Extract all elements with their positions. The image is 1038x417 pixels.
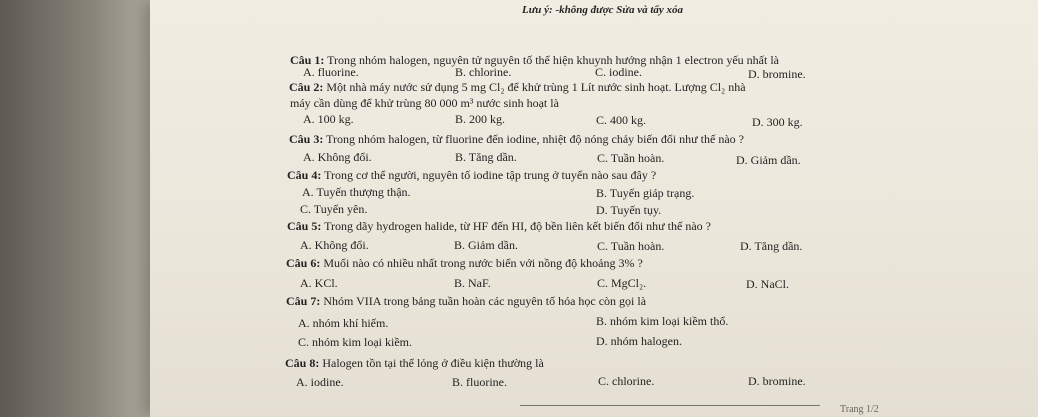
q5-option-a: A. Không đổi. bbox=[300, 238, 369, 252]
q7-option-c: C. nhóm kim loại kiềm. bbox=[298, 335, 412, 349]
q5-option-d: D. Tăng dần. bbox=[740, 239, 803, 253]
question-8-text: Halogen tồn tại thể lỏng ở điều kiện thường là bbox=[322, 356, 544, 370]
question-3 bbox=[289, 132, 744, 146]
question-6-text: Muối nào có nhiều nhất trong nước biển với nồng độ khoảng 3% ? bbox=[323, 256, 643, 270]
q7-option-d: D. nhóm halogen. bbox=[596, 334, 682, 348]
q6-option-a: A. KCl. bbox=[300, 276, 338, 290]
question-6-number: Câu 6: bbox=[286, 256, 321, 270]
q1-option-c: C. iodine. bbox=[595, 65, 642, 79]
header-note: Lưu ý: -không được Sửa và tẩy xóa bbox=[522, 4, 684, 16]
q8-option-d: D. bromine. bbox=[748, 374, 806, 388]
question-1-text: Trong nhóm halogen, nguyên tử nguyên tố thể hiện khuynh hướng nhận 1 electron yếu nhất là bbox=[327, 53, 779, 67]
q2-option-d: D. 300 kg. bbox=[752, 115, 803, 129]
question-8 bbox=[285, 356, 544, 370]
q1-option-a: A. fluorine. bbox=[303, 65, 359, 79]
question-2 bbox=[289, 80, 746, 94]
question-3-text: Trong nhóm halogen, từ fluorine đến iodine, nhiệt độ nóng chảy biến đổi như thế nào ? bbox=[326, 132, 744, 146]
question-2-text: Một nhà máy nước sử dụng 5 mg Cl₂ để khử trùng 1 Lít nước sinh hoạt. Lượng Cl₂ nhà bbox=[326, 80, 746, 94]
q6-option-b: B. NaF. bbox=[454, 276, 491, 290]
q7-option-b: B. nhóm kim loại kiềm thổ. bbox=[596, 314, 729, 328]
footer-divider bbox=[520, 405, 820, 406]
question-5 bbox=[287, 219, 711, 233]
question-6 bbox=[286, 256, 643, 270]
q4-option-d: D. Tuyến tụy. bbox=[596, 203, 662, 217]
question-3-number: Câu 3: bbox=[289, 132, 324, 146]
q4-option-a: A. Tuyến thượng thận. bbox=[302, 185, 411, 199]
question-1 bbox=[290, 53, 779, 67]
q5-option-c: C. Tuần hoàn. bbox=[597, 239, 665, 253]
q8-option-c: C. chlorine. bbox=[598, 374, 655, 388]
q2-option-a: A. 100 kg. bbox=[303, 112, 354, 126]
question-7-number: Câu 7: bbox=[286, 294, 321, 308]
q2-option-b: B. 200 kg. bbox=[455, 112, 506, 126]
question-7 bbox=[286, 294, 646, 308]
q7-option-a: A. nhóm khí hiếm. bbox=[298, 316, 389, 330]
q6-option-d: D. NaCl. bbox=[746, 277, 789, 291]
question-2-number: Câu 2: bbox=[289, 80, 324, 94]
question-8-number: Câu 8: bbox=[285, 356, 320, 370]
question-4-number: Câu 4: bbox=[287, 168, 322, 182]
question-4-text: Trong cơ thể người, nguyên tố iodine tập trung ở tuyến nào sau đây ? bbox=[324, 168, 657, 182]
q8-option-a: A. iodine. bbox=[296, 375, 344, 389]
question-7-text: Nhóm VIIA trong bảng tuần hoàn các nguyên tố hóa học còn gọi là bbox=[323, 294, 647, 308]
q4-option-c: C. Tuyến yên. bbox=[300, 202, 368, 216]
question-2-text-line2: máy cần dùng để khử trùng 80 000 m³ nước sinh hoạt là bbox=[290, 96, 559, 110]
page-number: Trang 1/2 bbox=[840, 404, 879, 415]
q2-option-c: C. 400 kg. bbox=[596, 113, 647, 127]
question-4 bbox=[287, 168, 656, 182]
q1-option-d: D. bromine. bbox=[748, 67, 806, 81]
q6-option-c: C. MgCl₂. bbox=[597, 276, 647, 290]
q3-option-d: D. Giảm dần. bbox=[736, 153, 801, 167]
q3-option-b: B. Tăng dần. bbox=[455, 150, 517, 164]
q8-option-b: B. fluorine. bbox=[452, 375, 507, 389]
q1-option-b: B. chlorine. bbox=[455, 65, 512, 79]
q5-option-b: B. Giảm dần. bbox=[454, 238, 518, 252]
q3-option-c: C. Tuần hoàn. bbox=[597, 151, 665, 165]
q3-option-a: A. Không đổi. bbox=[303, 150, 372, 164]
question-1-number: Câu 1: bbox=[290, 53, 325, 67]
question-5-number: Câu 5: bbox=[287, 219, 322, 233]
q4-option-b: B. Tuyến giáp trạng. bbox=[596, 186, 695, 200]
question-5-text: Trong dãy hydrogen halide, từ HF đến HI, độ bền liên kết biến đổi như thế nào ? bbox=[324, 219, 711, 233]
